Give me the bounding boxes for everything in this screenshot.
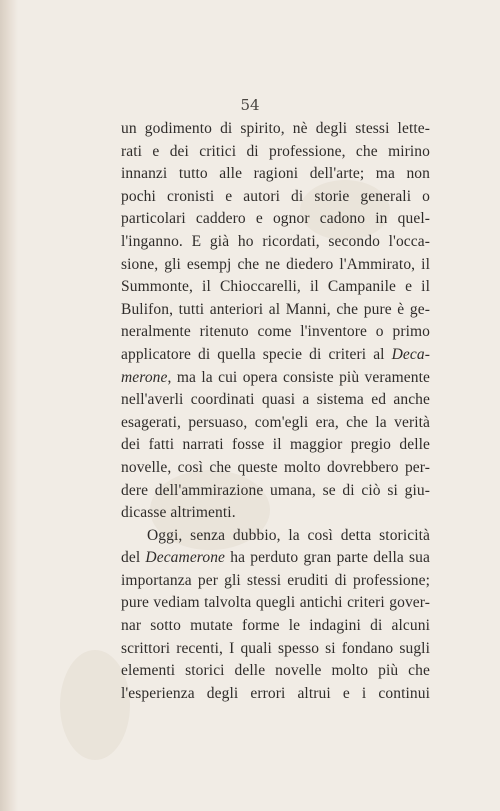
page-gutter-shadow [0, 0, 18, 811]
text-line [121, 638, 430, 661]
text-run: pure vediam talvolta quegli antichi criteri gover- [121, 594, 430, 612]
text-run: importanza per gli stessi eruditi di professione; [121, 571, 430, 589]
text-run: Bulifon, tutti anteriori al Manni, che pure è ge- [121, 300, 430, 318]
text-run: elementi storici delle novelle molto più che [121, 662, 430, 680]
text-run: l'inganno. E già ho ricordati, secondo l'occa- [121, 232, 430, 250]
text-run: applicatore di quella specie di criteri al [121, 345, 392, 363]
text-run: rati e dei critici di professione, che mirino [121, 142, 430, 160]
text-line [121, 344, 430, 367]
text-run: nar sotto mutate forme le indagini di alcuni [121, 617, 430, 635]
text-run: particolari caddero e ognor cadono in quel- [121, 210, 430, 228]
text-line [121, 457, 430, 480]
text-line [121, 660, 430, 683]
text-line [121, 208, 430, 231]
text-line [121, 434, 430, 457]
italic-title: merone [121, 368, 168, 386]
text-line [121, 254, 430, 277]
text-line [121, 547, 430, 570]
text-line [121, 502, 430, 525]
text-run: Summonte, il Chioccarelli, il Campanile e il [121, 278, 430, 296]
text-run: novelle, così che queste molto dovrebbero per- [121, 458, 430, 476]
italic-title: Deca- [391, 345, 430, 363]
text-run: pochi cronisti e autori di storie generali o [121, 187, 430, 205]
text-line [121, 525, 430, 548]
text-line [121, 683, 430, 706]
text-line [121, 412, 430, 435]
text-line [121, 231, 430, 254]
text-line [121, 389, 430, 412]
text-run: sione, gli esempj che ne diedero l'Ammirato, il [121, 255, 430, 273]
text-line [121, 592, 430, 615]
text-run: dicasse altrimenti. [121, 504, 236, 522]
text-line [121, 186, 430, 209]
text-line [121, 118, 430, 141]
text-line [121, 367, 430, 390]
paper-stain [60, 650, 130, 760]
italic-title: Decamerone [145, 549, 226, 567]
text-line [121, 141, 430, 164]
text-line [121, 163, 430, 186]
text-line [121, 299, 430, 322]
text-run: nell'averli coordinati quasi a sistema ed anche [121, 391, 430, 409]
text-line [121, 321, 430, 344]
text-run: , ma la cui opera consiste più veramente [167, 368, 430, 386]
text-run: del [121, 549, 146, 567]
page-number: 54 [240, 96, 260, 114]
text-run: dere dell'ammirazione umana, se di ciò si giu- [121, 481, 430, 499]
text-run: esagerati, persuaso, com'egli era, che la verità [121, 413, 430, 431]
text-run: dei fatti narrati fosse il maggior pregio delle [121, 436, 430, 454]
text-line [121, 480, 430, 503]
text-run: neralmente ritenuto come l'inventore o primo [121, 323, 430, 341]
text-run: innanzi tutto alle ragioni dell'arte; ma non [121, 165, 430, 183]
text-line [121, 276, 430, 299]
text-run: l'esperienza degli errori altrui e i continui [121, 684, 430, 702]
text-run: un godimento di spirito, nè degli stessi lette- [121, 120, 430, 137]
text-run: Oggi, senza dubbio, la così detta storicità [147, 526, 430, 544]
text-line [121, 615, 430, 638]
text-run: ha perduto gran parte della sua [225, 549, 430, 567]
text-line [121, 570, 430, 593]
body-text [121, 118, 430, 705]
text-run: scrittori recenti, I quali spesso si fondano sugli [121, 639, 430, 657]
